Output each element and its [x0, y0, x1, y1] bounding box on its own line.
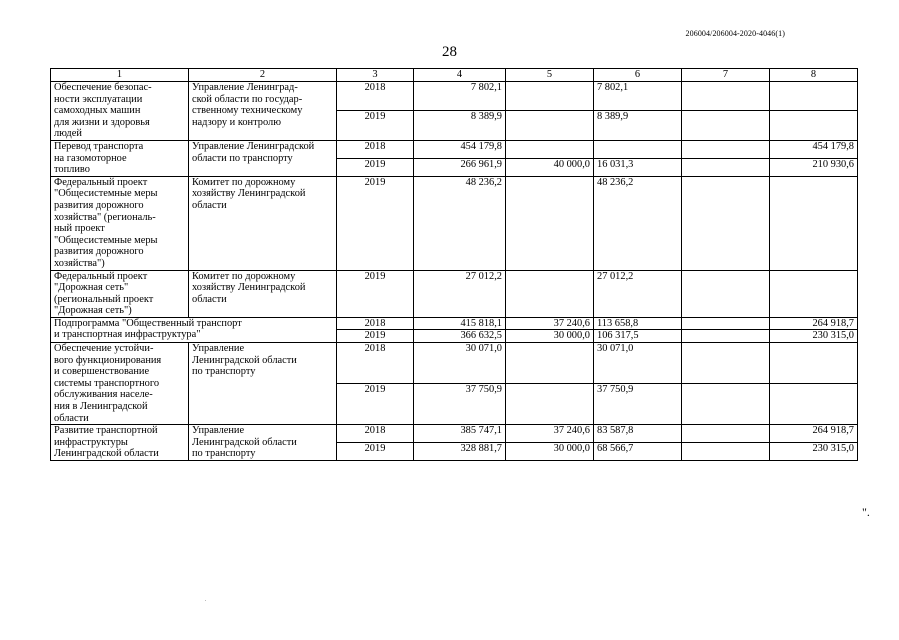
- total-cell: 266 961,9: [414, 158, 506, 176]
- other-sources-cell: [770, 270, 858, 317]
- year-cell: 2018: [337, 343, 414, 384]
- federal-budget-cell: [506, 384, 594, 425]
- year-cell: 2019: [337, 330, 414, 343]
- regional-budget-cell: 68 566,7: [594, 443, 682, 461]
- federal-budget-cell: 30 000,0: [506, 330, 594, 343]
- column-number: 1: [51, 69, 189, 82]
- local-budget-cell: [682, 384, 770, 425]
- executor-cell: Управление Ленинградской области по транспорту: [189, 425, 337, 461]
- other-sources-cell: [770, 176, 858, 270]
- executor-cell: Управление Ленинградской области по транспорту: [189, 140, 337, 176]
- year-cell: 2018: [337, 82, 414, 111]
- budget-table: [50, 68, 858, 461]
- local-budget-cell: [682, 140, 770, 158]
- regional-budget-cell: 30 071,0: [594, 343, 682, 384]
- local-budget-cell: [682, 443, 770, 461]
- federal-budget-cell: [506, 343, 594, 384]
- column-number-row: [51, 69, 858, 82]
- column-number: 4: [414, 69, 506, 82]
- year-cell: 2019: [337, 270, 414, 317]
- column-number: 8: [770, 69, 858, 82]
- federal-budget-cell: 40 000,0: [506, 158, 594, 176]
- federal-budget-cell: [506, 176, 594, 270]
- federal-budget-cell: 37 240,6: [506, 317, 594, 330]
- total-cell: 454 179,8: [414, 140, 506, 158]
- local-budget-cell: [682, 176, 770, 270]
- total-cell: 48 236,2: [414, 176, 506, 270]
- regional-budget-cell: [594, 140, 682, 158]
- total-cell: 27 012,2: [414, 270, 506, 317]
- measure-name-cell: Перевод транспорта на газомоторное топливо: [51, 140, 189, 176]
- closing-quote-mark: ".: [862, 505, 870, 519]
- column-number: 5: [506, 69, 594, 82]
- local-budget-cell: [682, 111, 770, 140]
- measure-name-cell: Развитие транспортной инфраструктуры Ленинградской области: [51, 425, 189, 461]
- total-cell: 328 881,7: [414, 443, 506, 461]
- year-cell: 2019: [337, 111, 414, 140]
- other-sources-cell: [770, 343, 858, 384]
- federal-budget-cell: 30 000,0: [506, 443, 594, 461]
- page-number: 28: [442, 44, 457, 60]
- table-row: [51, 270, 858, 317]
- executor-cell: Управление Ленинград- ской области по государ- ственному техническому надзору и контролю: [189, 82, 337, 141]
- year-cell: 2019: [337, 158, 414, 176]
- local-budget-cell: [682, 425, 770, 443]
- column-number: 6: [594, 69, 682, 82]
- regional-budget-cell: 48 236,2: [594, 176, 682, 270]
- total-cell: 7 802,1: [414, 82, 506, 111]
- other-sources-cell: [770, 111, 858, 140]
- regional-budget-cell: 113 658,8: [594, 317, 682, 330]
- other-sources-cell: [770, 384, 858, 425]
- other-sources-cell: 264 918,7: [770, 317, 858, 330]
- total-cell: 385 747,1: [414, 425, 506, 443]
- table-row: [51, 425, 858, 443]
- executor-cell: Комитет по дорожному хозяйству Ленинградской области: [189, 176, 337, 270]
- year-cell: 2018: [337, 425, 414, 443]
- year-cell: 2018: [337, 317, 414, 330]
- regional-budget-cell: 16 031,3: [594, 158, 682, 176]
- column-number: 3: [337, 69, 414, 82]
- local-budget-cell: [682, 343, 770, 384]
- local-budget-cell: [682, 330, 770, 343]
- other-sources-cell: 264 918,7: [770, 425, 858, 443]
- local-budget-cell: [682, 317, 770, 330]
- total-cell: 366 632,5: [414, 330, 506, 343]
- table-row: [51, 343, 858, 384]
- federal-budget-cell: [506, 111, 594, 140]
- total-cell: 30 071,0: [414, 343, 506, 384]
- measure-name-cell: Федеральный проект "Дорожная сеть" (региональный проект "Дорожная сеть"): [51, 270, 189, 317]
- local-budget-cell: [682, 82, 770, 111]
- federal-budget-cell: 37 240,6: [506, 425, 594, 443]
- total-cell: 37 750,9: [414, 384, 506, 425]
- document-id: 206004/206004-2020-4046(1): [685, 29, 785, 38]
- total-cell: 415 818,1: [414, 317, 506, 330]
- column-number: 7: [682, 69, 770, 82]
- table-row: [51, 176, 858, 270]
- scan-speck: [205, 600, 206, 601]
- regional-budget-cell: 27 012,2: [594, 270, 682, 317]
- other-sources-cell: [770, 82, 858, 111]
- local-budget-cell: [682, 158, 770, 176]
- subprogram-row: [51, 317, 858, 330]
- table-row: [51, 140, 858, 158]
- regional-budget-cell: 8 389,9: [594, 111, 682, 140]
- regional-budget-cell: 106 317,5: [594, 330, 682, 343]
- measure-name-cell: Обеспечение устойчи- вого функционирования и совершенствование системы транспортного обслуживания населе- ния в Ленинградской области: [51, 343, 189, 425]
- table-row: [51, 82, 858, 111]
- federal-budget-cell: [506, 140, 594, 158]
- year-cell: 2019: [337, 176, 414, 270]
- executor-cell: Управление Ленинградской области по транспорту: [189, 343, 337, 425]
- other-sources-cell: 210 930,6: [770, 158, 858, 176]
- federal-budget-cell: [506, 82, 594, 111]
- other-sources-cell: 230 315,0: [770, 443, 858, 461]
- year-cell: 2019: [337, 384, 414, 425]
- other-sources-cell: 230 315,0: [770, 330, 858, 343]
- column-number: 2: [189, 69, 337, 82]
- other-sources-cell: 454 179,8: [770, 140, 858, 158]
- year-cell: 2019: [337, 443, 414, 461]
- local-budget-cell: [682, 270, 770, 317]
- measure-name-cell: Обеспечение безопас- ности эксплуатации самоходных машин для жизни и здоровья людей: [51, 82, 189, 141]
- regional-budget-cell: 83 587,8: [594, 425, 682, 443]
- measure-name-cell: Федеральный проект "Общесистемные меры развития дорожного хозяйства" (региональ- ный проект "Общесистемные меры развития дорожного хозяйства"): [51, 176, 189, 270]
- year-cell: 2018: [337, 140, 414, 158]
- total-cell: 8 389,9: [414, 111, 506, 140]
- federal-budget-cell: [506, 270, 594, 317]
- regional-budget-cell: 37 750,9: [594, 384, 682, 425]
- regional-budget-cell: 7 802,1: [594, 82, 682, 111]
- subprogram-name-cell: Подпрограмма "Общественный транспорт и транспортная инфраструктура": [51, 317, 337, 342]
- executor-cell: Комитет по дорожному хозяйству Ленинградской области: [189, 270, 337, 317]
